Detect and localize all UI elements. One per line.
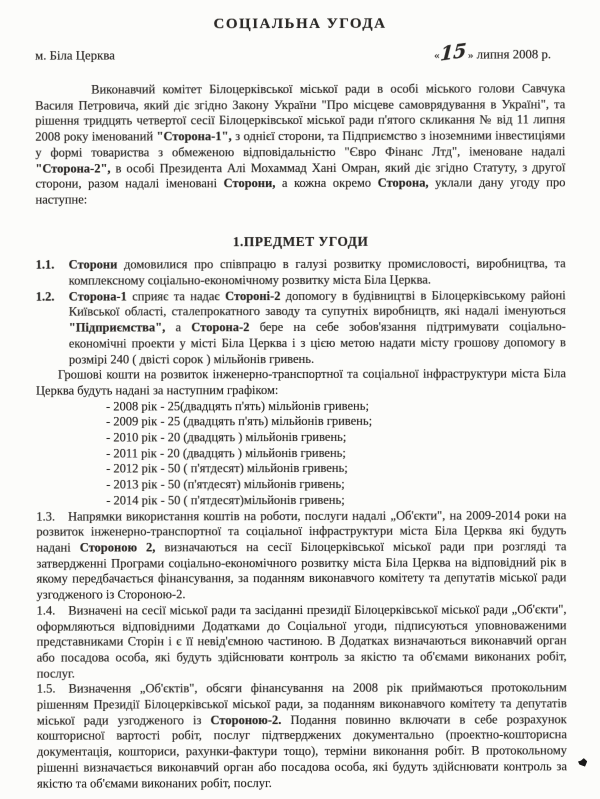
- schedule-intro: Грошові кошти на розвиток інженерно-транспортної та соціальної інфраструктури міста Біла Церква будуть надані за наступним графіком:: [35, 366, 566, 398]
- clause-text: Визначені на сесії міської ради та засіданні президії Білоцерківської міської ради „Об'єкти", оформляються відповідними Додатками до Соціальної угоди, підписуються уповноваженими представниками Сторін і є її невід'ємною частиною. В Додатках визначаються виконавчий орган або посадова особа, які будуть здійснювати контроль за якістю та об'ємами виконаних робіт, послуг.: [36, 602, 567, 681]
- clause-text: Напрямки використання коштів на роботи, послуги надалі „Об'єкти", на 2009-2014 роки на розвиток інженерно-транспортної та соціальної інфраструктури міста Біла Церква які будуть надані: [36, 507, 567, 555]
- clauses-block: [36, 257, 567, 792]
- clause-number: 1.4.: [36, 603, 56, 618]
- intro-text: в особі Президента Алі Мохаммад Хані Омран, який діє згідно Статуту, з другої сторони, разом надалі іменовані: [35, 159, 566, 191]
- close-quote: »: [467, 49, 474, 62]
- clause-text: а: [165, 320, 192, 335]
- clause-text: сприяє та надає: [126, 288, 226, 304]
- place-date-row: [35, 39, 565, 66]
- document-title: СОЦІАЛЬНА УГОДА: [213, 15, 387, 33]
- handwritten-day: 15: [439, 39, 468, 66]
- clause-text: бере на себе зобов'язання підтримувати соціально-економічні проекти у місті Біла Церква і з цією метою надати місту грошову допомогу в розмірі 240 ( двісті сорок ) мільйонів гривень.: [68, 319, 566, 367]
- clause-number: 1.3.: [36, 509, 56, 524]
- party-term: Сторона,: [377, 175, 429, 191]
- clause-text: Подання повинно включати в себе розрахунок кошторисної вартості робіт, послуг підтверджених документально (проектно-кошторисна документація, кошториси, рахунки-фактури тощо), терміни виконання робіт. В протокольному рішенні визначається виконавчий орган або посадова особа, які будуть здійснювати контроль за якістю та об'ємами виконаних робіт, послуг.: [36, 712, 567, 791]
- clause-1-3: [36, 508, 566, 604]
- clause-text: Стороною-2.: [210, 712, 282, 727]
- intro-text: Виконавчий комітет Білоцерківської міської ради в особі міського голови Савчука Василя Петровича, який діє згідно Закону України "Про місцеве самоврядування в Україні", та рішення тридцять четвертої сесії Білоцерківської міської ради п'ятого скликання № від 11 липня 2008 року іменований: [35, 81, 566, 144]
- clause-text: Стороною 2,: [79, 540, 156, 555]
- schedule-item-2008: - 2008 рік - 25(двадцять п'ять) мільйонів гривень;: [105, 398, 369, 414]
- clause-text: допомогу в будівництві в Білоцерківському районі Київської області, сталепрокатного заводу та супутніх виробництв, які надалі іменуються: [68, 288, 566, 320]
- schedule-item-2012: - 2012 рік - 50 ( п'ятдесят) мільйонів гривень;: [106, 461, 348, 476]
- clause-1-1: [36, 257, 566, 290]
- clause-text: Сторона-2: [191, 320, 250, 335]
- party-1-term: "Сторона-1",: [156, 129, 232, 144]
- schedule-item-2011: - 2011 рік - 20 (двадцять ) мільйонів гривень;: [106, 445, 346, 461]
- clause-text: домовилися про співпрацю в галузі розвитку промисловості, виробництва, та комплексному соціально-економічному розвитку міста Біла Церква.: [68, 256, 566, 288]
- place-line: м. Біла Церква: [35, 48, 115, 63]
- schedule-item-2013: - 2013 рік - 50 (п'ятдесят) мільйонів гривень;: [106, 477, 345, 492]
- clause-text: Визначення „Об'єктів", обсяги фінансування на 2008 рік приймаються протокольним рішенням Президії Білоцерківської міської ради, за поданням виконавчого комітету та депутатів міської ради узгодженого із: [36, 680, 567, 728]
- clause-1-4: [37, 602, 567, 682]
- clause-1-5: [37, 681, 567, 792]
- clause-text: визначаються на сесії Білоцерківської міської ради при розгляді та затвердженні Програми соціально-економічного розвитку міста Біла Церква на відповідний рік в якому передбачається фінансування, за поданням виконавчого комітету та депутатів міської ради узгодженого із Стороною-2.: [36, 539, 567, 602]
- clause-text: "Підприємства",: [68, 320, 166, 335]
- clause-1-2: [36, 288, 566, 368]
- clause-text: Стороні-2: [225, 288, 281, 303]
- payment-schedule: [36, 398, 566, 509]
- intro-text: а кожна окремо: [275, 176, 378, 191]
- schedule-item-2014: - 2014 рік - 50 ( п'ятдесят)мільйонів гривень;: [106, 492, 345, 508]
- date-text: липня 2008 р.: [473, 47, 552, 62]
- clause-text: Сторона-1: [68, 289, 127, 304]
- party-2-term: "Сторона-2",: [35, 161, 111, 176]
- parties-term: Сторони,: [223, 176, 276, 191]
- clause-number: 1.5.: [36, 681, 56, 697]
- open-quote: «: [434, 49, 440, 62]
- intro-text: з однієї сторони, та Підприємство з іноземними інвестиціями у формі товариства з обмеженою відповідальністю "Євро Фінанс Лтд", іменоване надалі: [35, 128, 566, 160]
- clause-text: Сторони: [68, 257, 118, 272]
- intro-paragraph: [35, 81, 565, 208]
- intro-text: уклали дану угоду про наступне:: [35, 175, 566, 207]
- date-line: [434, 39, 552, 66]
- clause-number: 1.1.: [35, 257, 55, 273]
- schedule-item-2010: - 2010 рік - 20 (двадцять ) мільйонів гривень;: [106, 429, 347, 445]
- section-heading: 1.ПРЕДМЕТ УГОДИ: [232, 233, 369, 249]
- clause-number: 1.2.: [35, 289, 55, 304]
- schedule-item-2009: - 2009 рік - 25 (двадцять п'ять) мільйонів гривень;: [106, 414, 373, 429]
